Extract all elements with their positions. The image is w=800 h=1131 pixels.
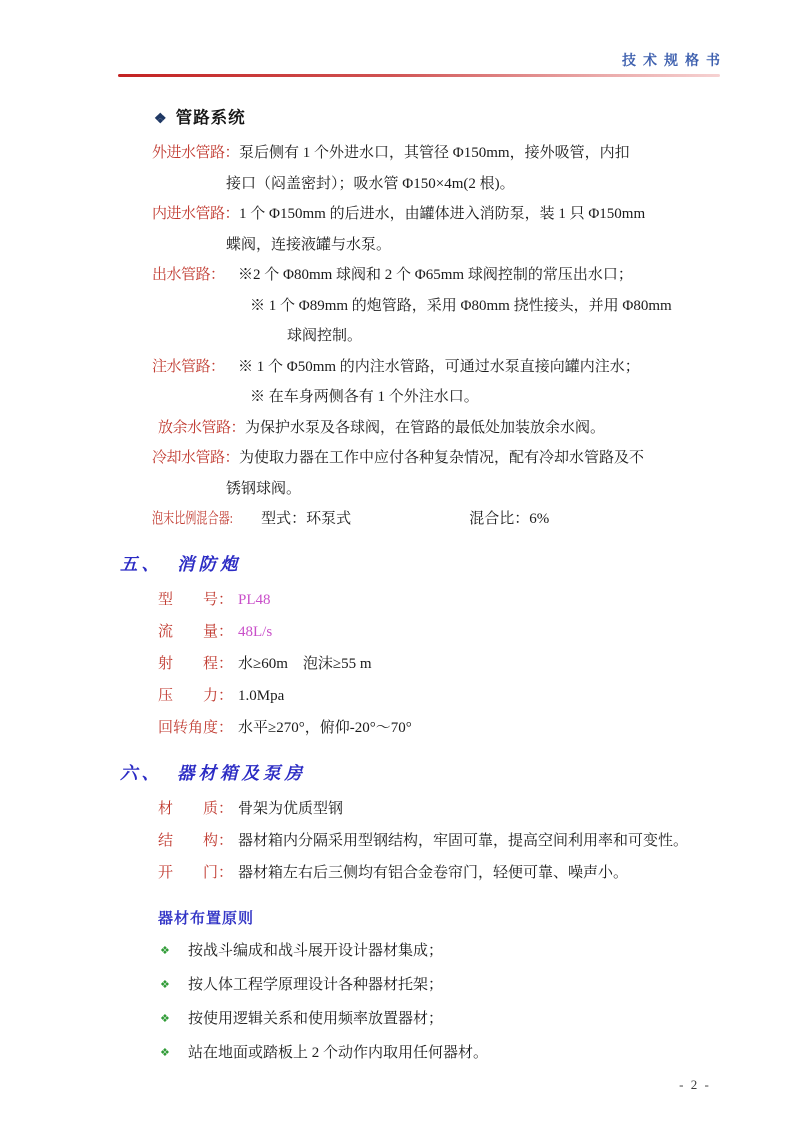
entry-line: 为使取力器在工作中应付各种复杂情况，配有冷却水管路及不 (239, 450, 645, 466)
entry-body (226, 199, 732, 260)
entry-body (226, 138, 732, 199)
mixer-ratio: 混合比：6% (469, 511, 550, 527)
entry-label: 放余水管路： (158, 419, 246, 436)
entry-label: 冷却水管路： (152, 450, 240, 466)
cannon-row-pressure (158, 680, 732, 712)
entry-body (238, 352, 732, 413)
principle-item (160, 1002, 732, 1036)
prop-label: 结 构： (158, 832, 234, 849)
section-heading-equipment (120, 760, 732, 785)
equipment-row-doors (158, 857, 732, 889)
principle-text: 按人体工程学原理设计各种器材托架； (188, 976, 444, 993)
entry-label: 内进水管路： (152, 206, 240, 222)
diamond-bullet-icon: ❖ (160, 944, 170, 957)
entry-line: 球阀控制。 (287, 328, 363, 344)
principle-item (160, 968, 732, 1002)
section-title-pipeline (154, 104, 732, 128)
pipeline-entry-foam-mixer (152, 504, 732, 535)
diamond-bullet-icon: ❖ (160, 1012, 170, 1025)
pipeline-entry-outlet (152, 260, 732, 352)
entry-label: 外进水管路： (152, 145, 240, 161)
entry-line: 为保护水泵及各球阀，在管路的最低处加装放余水阀。 (245, 419, 606, 436)
entry-label: 注水管路： (152, 358, 225, 375)
entry-line (261, 504, 732, 535)
cannon-row-range (158, 648, 732, 680)
pipeline-entry-internal-inlet (152, 199, 732, 260)
mixer-type: 型式：环泵式 (261, 511, 352, 527)
pipeline-entry-drain (152, 413, 732, 444)
entry-line: ※ 1 个 Φ89mm 的炮管路，采用 Φ80mm 挠性接头，并用 Φ80mm (250, 297, 672, 314)
principle-text: 按战斗编成和战斗展开设计器材集成； (188, 942, 444, 959)
section-number: 六、 (120, 762, 163, 783)
prop-value: 骨架为优质型钢 (238, 800, 344, 817)
entry-line: 接口（闷盖密封）；吸水管 Φ150×4m(2 根)。 (226, 175, 515, 192)
equipment-row-structure (158, 825, 732, 857)
equipment-row-material (158, 793, 732, 825)
cannon-row-rotation (158, 712, 732, 744)
pipeline-title-text: 管路系统 (175, 108, 246, 127)
pipeline-entry-filling (152, 352, 732, 413)
prop-value: 48L/s (238, 623, 273, 640)
diamond-bullet-icon: ❖ (160, 1046, 170, 1059)
prop-value: 器材箱左右后三侧均有铝合金卷帘门，轻便可靠、噪声小。 (238, 864, 629, 881)
prop-label: 射 程： (158, 655, 234, 672)
section-title-text: 器材箱及泵房 (177, 762, 306, 783)
subheading-layout-principles: 器材布置原则 (158, 909, 255, 927)
entry-line: ※ 1 个 Φ50mm 的内注水管路，可通过水泵直接向罐内注水； (238, 358, 640, 375)
pipeline-entry-external-inlet (152, 138, 732, 199)
entry-line: ※2 个 Φ80mm 球阀和 2 个 Φ65mm 球阀控制的常压出水口； (238, 267, 633, 283)
prop-label: 材 质： (158, 800, 234, 817)
prop-label: 流 量： (158, 623, 234, 640)
principle-text: 站在地面或踏板上 2 个动作内取用任何器材。 (188, 1044, 489, 1061)
pipeline-entry-cooling (152, 443, 732, 504)
prop-label: 压 力： (158, 687, 234, 704)
entry-body (245, 413, 732, 444)
principle-item (160, 934, 732, 968)
prop-label: 型 号： (158, 591, 234, 608)
principle-text: 按使用逻辑关系和使用频率放置器材； (188, 1010, 444, 1027)
header-rule (118, 74, 720, 77)
cannon-row-flow (158, 616, 732, 648)
entry-label: 泡末比例混合器: (152, 511, 233, 527)
entry-body (226, 443, 732, 504)
prop-value: PL48 (238, 591, 271, 608)
entry-body (238, 260, 732, 352)
cannon-row-model (158, 584, 732, 616)
entry-line: 1 个 Φ150mm 的后进水，由罐体进入消防泵，装 1 只 Φ150mm (239, 206, 646, 222)
entry-body (261, 504, 732, 535)
document-title: 技术规格书 (622, 52, 727, 68)
entry-line: 蝶阀，连接液罐与水泵。 (226, 236, 392, 253)
diamond-icon: ❖ (154, 112, 168, 127)
section-number: 五、 (120, 553, 163, 574)
entry-line: 泵后侧有 1 个外进水口，其管径 Φ150mm，接外吸管，内扣 (239, 145, 630, 161)
section-title-text: 消防炮 (177, 553, 242, 574)
prop-label: 开 门： (158, 864, 234, 881)
prop-value: 1.0Mpa (238, 687, 285, 704)
prop-value: 器材箱内分隔采用型钢结构，牢固可靠，提高空间利用率和可变性。 (238, 832, 689, 849)
prop-value: 水≥60m 泡沫≥55 m (238, 655, 372, 672)
principle-item (160, 1036, 732, 1070)
entry-line: 锈钢球阀。 (226, 480, 302, 497)
prop-label: 回转角度： (158, 719, 234, 736)
section-heading-cannon (120, 551, 732, 576)
document-body (120, 92, 732, 1070)
prop-value: 水平≥270°，俯仰-20°～70° (238, 719, 412, 736)
entry-line: ※ 在车身两侧各有 1 个外注水口。 (250, 389, 479, 405)
diamond-bullet-icon: ❖ (160, 978, 170, 991)
entry-label: 出水管路： (152, 267, 225, 283)
page-number: - 2 - (679, 1077, 711, 1092)
page-header (118, 50, 727, 77)
